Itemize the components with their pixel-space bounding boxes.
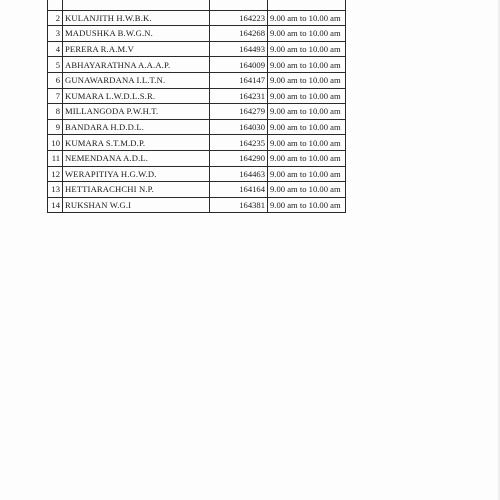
time-slot: 9.00 am to 10.00 am xyxy=(268,135,346,151)
index-number: 164030 xyxy=(210,119,268,135)
student-name: KUMARA L.W.D.L.S.R. xyxy=(63,88,210,104)
table-row xyxy=(48,166,346,182)
table-row xyxy=(48,182,346,198)
row-number: 10 xyxy=(48,135,63,151)
table-row xyxy=(48,10,346,26)
time-slot: 9.00 am to 10.00 am xyxy=(268,182,346,198)
schedule-table xyxy=(47,0,346,213)
index-number: 164223 xyxy=(210,10,268,26)
index-number xyxy=(210,0,268,10)
time-slot xyxy=(268,0,346,10)
index-number: 164290 xyxy=(210,150,268,166)
index-number: 164493 xyxy=(210,41,268,57)
student-name: WERAPITIYA H.G.W.D. xyxy=(63,166,210,182)
time-slot: 9.00 am to 10.00 am xyxy=(268,197,346,213)
student-name: NEMENDANA A.D.L. xyxy=(63,150,210,166)
row-number: 8 xyxy=(48,104,63,120)
table-row xyxy=(48,197,346,213)
time-slot: 9.00 am to 10.00 am xyxy=(268,104,346,120)
table-row xyxy=(48,119,346,135)
index-number: 164164 xyxy=(210,182,268,198)
time-slot: 9.00 am to 10.00 am xyxy=(268,57,346,73)
student-name: BANDARA H.D.D.L. xyxy=(63,119,210,135)
table-row xyxy=(48,104,346,120)
student-name: RUKSHAN W.G.I xyxy=(63,197,210,213)
time-slot: 9.00 am to 10.00 am xyxy=(268,119,346,135)
row-number: 4 xyxy=(48,41,63,57)
row-number: 7 xyxy=(48,88,63,104)
row-number: 6 xyxy=(48,72,63,88)
table-row xyxy=(48,150,346,166)
row-number: 11 xyxy=(48,150,63,166)
student-name: ABHAYARATHNA A.A.A.P. xyxy=(63,57,210,73)
row-number: 12 xyxy=(48,166,63,182)
row-number: 14 xyxy=(48,197,63,213)
student-name: GUNAWARDANA I.L.T.N. xyxy=(63,72,210,88)
index-number: 164268 xyxy=(210,26,268,42)
row-number: 5 xyxy=(48,57,63,73)
table-row xyxy=(48,135,346,151)
time-slot: 9.00 am to 10.00 am xyxy=(268,26,346,42)
index-number: 164279 xyxy=(210,104,268,120)
row-number: 13 xyxy=(48,182,63,198)
table-row xyxy=(48,26,346,42)
row-number: 9 xyxy=(48,119,63,135)
index-number: 164381 xyxy=(210,197,268,213)
time-slot: 9.00 am to 10.00 am xyxy=(268,10,346,26)
row-number xyxy=(48,0,63,10)
table-row xyxy=(48,72,346,88)
student-name: MADUSHKA B.W.G.N. xyxy=(63,26,210,42)
table-row xyxy=(48,88,346,104)
table-row xyxy=(48,0,346,10)
time-slot: 9.00 am to 10.00 am xyxy=(268,72,346,88)
table-row xyxy=(48,41,346,57)
student-name: KULANJITH H.W.B.K. xyxy=(63,10,210,26)
time-slot: 9.00 am to 10.00 am xyxy=(268,88,346,104)
student-name: HETTIARACHCHI N.P. xyxy=(63,182,210,198)
time-slot: 9.00 am to 10.00 am xyxy=(268,166,346,182)
table-row xyxy=(48,57,346,73)
index-number: 164147 xyxy=(210,72,268,88)
index-number: 164235 xyxy=(210,135,268,151)
student-name: MILLANGODA P.W.H.T. xyxy=(63,104,210,120)
index-number: 164009 xyxy=(210,57,268,73)
row-number: 2 xyxy=(48,10,63,26)
index-number: 164463 xyxy=(210,166,268,182)
student-name: KUMARA S.T.M.D.P. xyxy=(63,135,210,151)
row-number: 3 xyxy=(48,26,63,42)
student-name xyxy=(63,0,210,10)
student-name: PERERA R.A.M.V xyxy=(63,41,210,57)
index-number: 164231 xyxy=(210,88,268,104)
time-slot: 9.00 am to 10.00 am xyxy=(268,150,346,166)
time-slot: 9.00 am to 10.00 am xyxy=(268,41,346,57)
